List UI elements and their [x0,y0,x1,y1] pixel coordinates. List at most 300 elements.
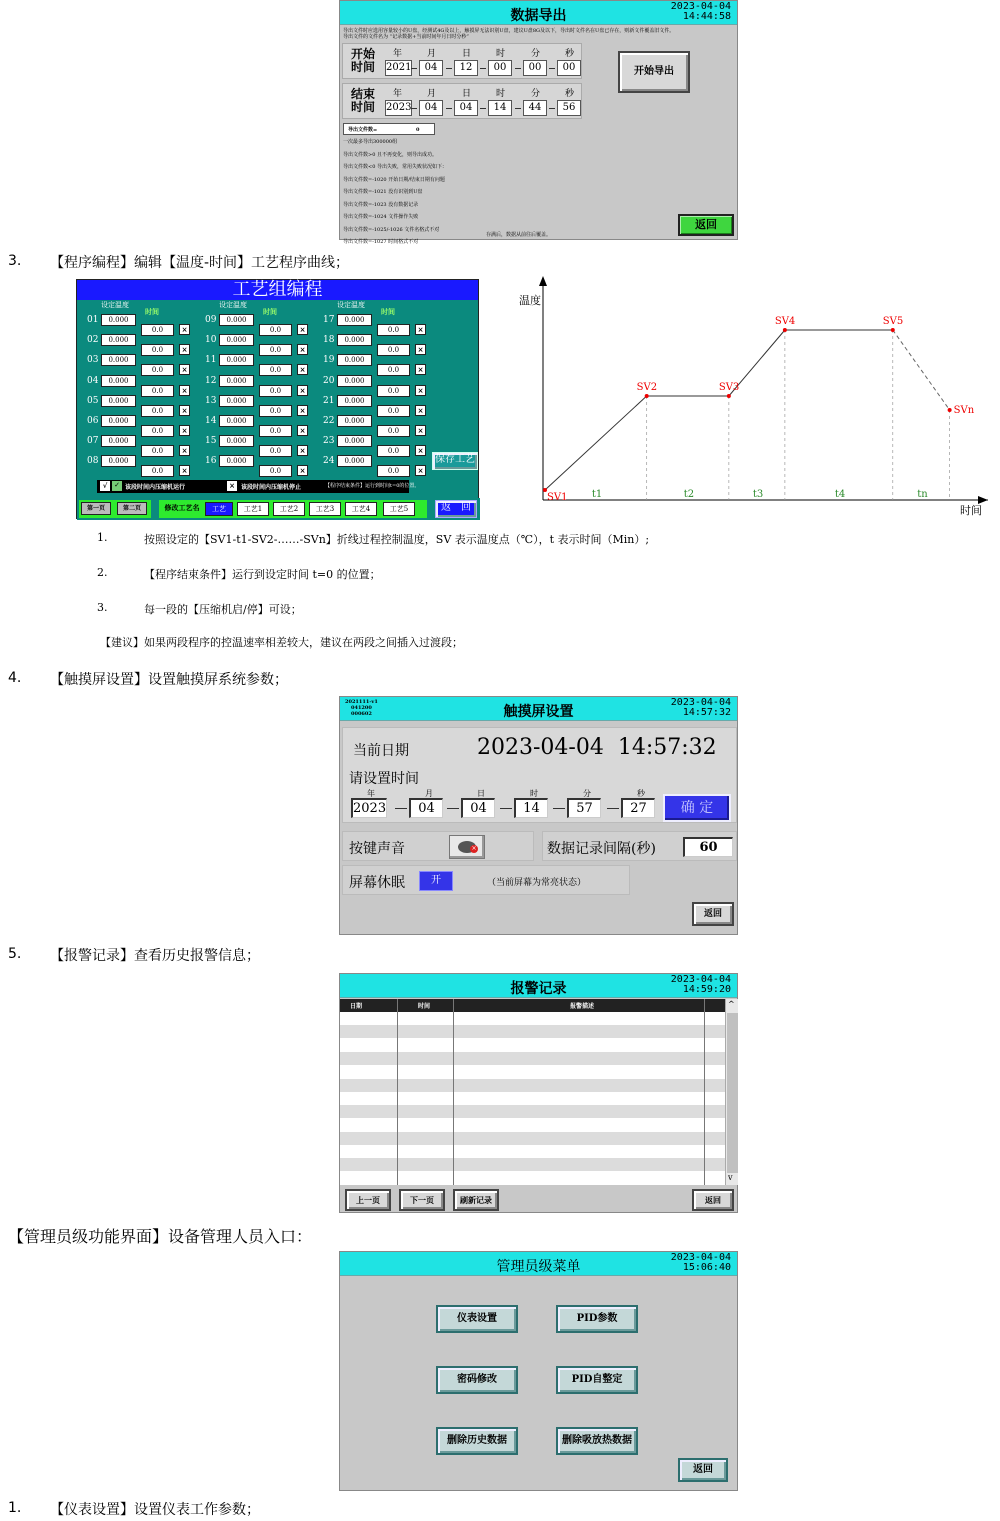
segment-number: 24 [323,456,335,467]
segment-temp-input[interactable]: 0.000 [219,415,254,427]
touch-date: 2023-04-04 [670,697,731,708]
end-time-field[interactable]: 56 [557,100,581,116]
segment-time-input[interactable]: 0.0 [377,364,410,376]
segment-temp-input[interactable]: 0.000 [219,314,254,326]
touch-separator [607,808,619,809]
segment-temp-input[interactable]: 0.000 [101,395,136,407]
touch-header [340,697,737,721]
segment-number: 14 [205,416,217,426]
export-count [343,123,435,135]
note-number: 1. [97,531,108,544]
compressor-toggle[interactable]: × [415,465,426,476]
y-axis-arrow [539,276,547,286]
compressor-toggle[interactable]: × [415,324,426,335]
version-line2: 041200 [351,705,372,711]
export-date: 2023-04-04 [670,1,731,12]
process-back-button[interactable]: 返 回 [435,500,477,518]
compressor-toggle[interactable]: × [415,364,426,375]
segment-time-input[interactable]: 0.0 [259,425,292,437]
segment-temp-input[interactable]: 0.000 [337,354,372,366]
compressor-toggle[interactable]: × [297,425,308,436]
dashed-segment-line [893,330,950,410]
record-interval-panel [542,831,737,861]
admin-header [340,1252,737,1276]
process-program-screen [76,279,479,519]
segment-number: 03 [87,355,99,366]
segment-time-input[interactable]: 0.0 [259,405,292,417]
segment-temp-input[interactable]: 0.000 [219,455,254,467]
segment-time-input[interactable]: 0.0 [377,385,410,397]
admin-datetime [671,1253,731,1273]
y-axis-label: 温度 [519,294,541,307]
sv-point-label: SV4 [774,316,796,327]
segment-number: 01 [87,315,99,325]
segment-number: 02 [87,335,99,346]
segment-line [545,396,647,490]
compressor-toggle[interactable]: × [179,445,190,456]
segment-time-input[interactable]: 0.0 [141,465,174,477]
compressor-toggle[interactable]: × [415,405,426,416]
screen-sleep-status: （当前屏幕为常亮状态） [487,878,587,888]
start-separator [446,68,452,69]
segment-time-input[interactable]: 0.0 [259,385,292,397]
next-page-button[interactable]: 下一页 [399,1189,445,1211]
segment-temp-input[interactable]: 0.000 [101,415,136,427]
screen-sleep-panel [342,865,630,895]
segment-time-input[interactable]: 0.0 [141,324,174,336]
end-time-field[interactable]: 44 [523,100,547,116]
compressor-toggle[interactable]: × [179,465,190,476]
segment-time-input[interactable]: 0.0 [141,364,174,376]
segment-temp-input[interactable]: 0.000 [337,314,372,326]
time-settings-panel [342,727,737,823]
touch-title: 触摸屏设置 [503,704,574,720]
segment-temp-input[interactable]: 0.000 [101,455,136,467]
compressor-toggle[interactable]: × [415,425,426,436]
export-datetime [671,2,731,22]
segment-number: 23 [323,436,335,447]
export-note-line1: 导出文件时应选用容量较小的U盘，经测试4G及以上，触摸屏无法识别U盘，建议U盘8G及以下，导出时文件名在U盘已存在，则新文件覆盖旧文件。 [343,28,675,34]
screen-sleep-label: 屏幕休眠 [349,875,405,891]
start-time-field[interactable]: 04 [419,60,443,76]
admin-heading: 【管理员级功能界面】设备管理人员入口： [8,1227,313,1246]
end-condition-text: 【程序结束条件】运行到时间t=0的位置。 [325,483,420,489]
start-separator [411,68,417,69]
key-sound-label: 按键声音 [349,841,405,857]
modify-process-name-button[interactable]: 修改工艺名 [161,502,203,515]
segment-temp-input[interactable]: 0.000 [337,334,372,346]
compressor-toggle[interactable]: × [415,445,426,456]
segment-temp-input[interactable]: 0.000 [101,354,136,366]
process-tab[interactable]: 工艺4 [345,502,377,516]
admin-menu-button[interactable]: 密码修改 [436,1366,518,1394]
touch-back-button[interactable]: 返回 [692,902,734,926]
alarm-scrollbar[interactable] [725,999,738,1185]
col-temp-header: 设定温度 [337,301,365,309]
x-axis-label: 时间 [960,504,982,517]
compressor-toggle[interactable]: × [179,405,190,416]
second-page-button[interactable]: 第二页 [117,502,147,515]
legend-off-text: 该段时间内压缩机停止 [241,484,302,491]
compressor-toggle[interactable]: × [297,344,308,355]
compressor-toggle[interactable]: × [297,364,308,375]
segment-time-input[interactable]: 0.0 [377,445,410,457]
segment-time-label: t4 [834,489,846,500]
segment-time-input[interactable]: 0.0 [259,445,292,457]
start-separator [480,68,486,69]
compressor-toggle[interactable]: × [415,385,426,396]
segment-temp-input[interactable]: 0.000 [219,375,254,387]
alarm-table [340,999,725,1185]
end-separator [411,108,417,109]
compressor-toggle[interactable]: × [297,385,308,396]
process-tab[interactable]: 工艺5 [383,502,415,516]
start-time-field[interactable]: 00 [488,60,512,76]
segment-number: 07 [87,436,99,447]
segment-temp-input[interactable]: 0.000 [101,314,136,326]
compressor-toggle[interactable]: × [415,344,426,355]
start-unit-label: 日 [462,49,472,59]
sv-point-label: SVn [953,405,975,416]
legend-on-icon: ✓ [112,481,122,491]
export-info-line: 导出文件数>0 且不再变化，则导出成功。 [343,151,437,158]
alarm-title: 报警记录 [510,981,567,997]
export-header [340,1,737,25]
segment-temp-input[interactable]: 0.000 [101,375,136,387]
segment-temp-input[interactable]: 0.000 [337,375,372,387]
start-time-field[interactable]: 2021 [385,60,412,76]
export-info-line: 一次最多导出300000组 [343,139,398,145]
touch-time: 14:57:32 [682,707,731,718]
segment-number: 08 [87,456,99,467]
export-back-button[interactable]: 返回 [678,214,734,236]
note-text: 【程序结束条件】运行到设定时间 t=0 的位置； [144,568,381,581]
col-time-header: 时间 [381,307,395,316]
x-axis-arrow [978,496,988,504]
start-unit-label: 月 [427,49,437,59]
segment-number: 19 [323,355,335,366]
scroll-down-icon[interactable]: v [728,1173,733,1182]
segment-time-label: t2 [683,489,695,500]
segment-time-input[interactable]: 0.0 [377,465,410,477]
start-time-label: 开始 时间 [351,47,376,74]
mute-icon: × [471,845,477,852]
segment-temp-input[interactable]: 0.000 [101,435,136,447]
compressor-toggle[interactable]: × [297,445,308,456]
segment-number: 12 [205,375,217,386]
segment-temp-input[interactable]: 0.000 [219,435,254,447]
segment-time-input[interactable]: 0.0 [259,344,292,356]
version-line3: 000602 [351,711,372,717]
col-time-header: 时间 [145,307,159,316]
admin-menu-button[interactable]: PID参数 [556,1305,638,1333]
temperature-time-chart [505,270,1000,522]
touch-time-field[interactable]: 2023 [351,798,387,818]
set-time-label: 请设置时间 [349,771,419,787]
section4-number: 4. [8,670,22,686]
sv-point [783,328,787,332]
data-export-screen [339,0,738,245]
segment-time-input[interactable]: 0.0 [259,465,292,477]
record-interval-label: 数据记录间隔(秒) [547,841,656,857]
prev-page-button[interactable]: 上一页 [345,1189,391,1211]
segment-number: 05 [87,395,99,406]
segment-time-input[interactable]: 0.0 [377,425,410,437]
screen-sleep-toggle[interactable]: 开 [419,871,453,891]
col-time: 时间 [418,1003,431,1010]
segment-number: 18 [323,335,335,346]
segment-number: 10 [205,335,217,346]
segment-number: 11 [205,355,217,366]
segment-number: 13 [205,395,217,406]
section4-heading: 【触摸屏设置】设置触摸屏系统参数； [50,672,288,688]
last-section-heading: 【仪表设置】设置仪表工作参数； [50,1502,260,1518]
end-time-label: 结束 时间 [351,87,376,114]
process-bottom-bar [77,498,480,520]
end-time-field[interactable]: 04 [419,100,443,116]
col-description: 报警描述 [570,1003,595,1010]
first-page-button[interactable]: 第一页 [81,502,111,515]
current-datetime-display: 2023-04-04 14:57:32 [477,735,717,760]
scroll-thumb[interactable] [727,1013,738,1173]
export-info-line: 导出文件数=-1020 开始日期/结束日期有问题 [343,176,445,183]
touch-separator [500,808,512,809]
segment-temp-input[interactable]: 0.000 [219,334,254,346]
export-info-line: 导出文件数=-1021 没有识别到U盘 [343,189,423,195]
segment-time-input[interactable]: 0.0 [259,324,292,336]
process-tab[interactable]: 工艺3 [309,502,341,516]
suggestion-text: 【建议】如果两段程序的控温速率相差较大，建议在两段之间插入过渡段； [100,636,463,649]
sv-point-label: SV2 [636,382,658,393]
confirm-button[interactable]: 确 定 [663,794,731,822]
sv-point [891,328,895,332]
touch-separator [447,808,459,809]
current-date-label: 当前日期 [353,743,409,759]
process-tab[interactable]: 工艺1 [237,502,269,516]
process-tab[interactable]: 工艺 [205,502,233,516]
col-temp-header: 设定温度 [219,301,247,309]
section3-heading: 【程序编程】编辑【温度-时间】工艺程序曲线； [50,255,350,271]
end-unit-label: 时 [496,89,506,99]
alarm-header [340,974,737,998]
start-export-button[interactable]: 开始导出 [618,51,690,93]
segment-time-label: tn [917,489,928,500]
sv-point [727,394,731,398]
end-unit-label: 月 [427,89,437,99]
start-unit-label: 分 [531,49,541,59]
legend-on-text: 该段时间内压缩机运行 [125,484,186,491]
record-interval-input[interactable]: 60 [683,837,733,857]
end-unit-label: 分 [531,89,541,99]
segment-number: 15 [205,436,217,447]
admin-menu-button[interactable]: 仪表设置 [436,1305,518,1333]
export-bottom-note: 存满后，数据从前往后覆盖。 [486,232,552,238]
segment-time-input[interactable]: 0.0 [377,405,410,417]
export-info-line: 导出文件数=-1023 没有数据记录 [343,201,419,208]
compressor-toggle[interactable]: × [179,344,190,355]
start-time-field[interactable]: 00 [523,60,547,76]
compressor-toggle[interactable]: × [179,385,190,396]
touch-unit-label: 秒 [637,789,645,798]
sv-point-label: SV5 [882,316,904,327]
note-number: 2. [97,566,108,579]
compressor-toggle[interactable]: × [179,324,190,335]
segment-time-input[interactable]: 0.0 [141,425,174,437]
col-date: 日期 [350,1003,363,1010]
save-process-button[interactable]: 保存工艺 [432,452,478,470]
admin-menu-button[interactable]: 删除历史数据 [436,1427,518,1455]
end-unit-label: 日 [462,89,472,99]
segment-number: 09 [205,315,217,325]
export-info-line: 导出文件数=-1024 文件操作失败 [343,214,419,220]
end-separator [446,108,452,109]
note-text: 按照设定的【SV1-t1-SV2-……-SVn】折线过程控制温度，SV 表示温度点（℃），t 表示时间（Min）; [144,533,650,546]
segment-temp-input[interactable]: 0.000 [337,455,372,467]
segment-temp-input[interactable]: 0.000 [337,415,372,427]
end-separator [515,108,521,109]
touch-unit-label: 分 [583,789,591,798]
segment-temp-input[interactable]: 0.000 [337,395,372,407]
col-time-header: 时间 [263,307,277,316]
section5-heading: 【报警记录】查看历史报警信息； [50,948,260,964]
segment-temp-input[interactable]: 0.000 [101,334,136,346]
export-info-line: 导出文件数<0 导出失败，常用失败状况如下： [343,164,447,170]
export-count-label: 导出文件数= [348,127,378,133]
note-number: 3. [97,601,108,614]
end-time-field[interactable]: 14 [488,100,512,116]
touch-time-field[interactable]: 57 [567,798,601,818]
start-unit-label: 年 [393,49,403,59]
sv-point-label: SV1 [547,492,568,503]
admin-date: 2023-04-04 [670,1252,731,1263]
admin-time: 15:06:40 [682,1262,731,1273]
key-sound-panel [342,831,534,861]
sv-point-label: SV3 [718,382,740,393]
segment-number: 20 [323,375,335,386]
start-time-field[interactable]: 12 [454,60,478,76]
section3-number: 3. [8,253,22,269]
segment-temp-input[interactable]: 0.000 [219,354,254,366]
section5-number: 5. [8,946,22,962]
segment-time-input[interactable]: 0.0 [377,344,410,356]
alarm-record-screen [339,973,738,1213]
start-time-field[interactable]: 00 [557,60,581,76]
segment-time-label: t1 [591,489,603,500]
segment-number: 17 [323,315,335,325]
start-unit-label: 时 [496,49,506,59]
segment-time-input[interactable]: 0.0 [141,344,174,356]
touch-time-field[interactable]: 27 [621,798,655,818]
compressor-legend [97,480,420,493]
col-divider-2 [453,999,454,1185]
note-text: 每一段的【压缩机启/停】可设； [144,603,302,616]
key-sound-toggle[interactable] [449,835,485,859]
touch-unit-label: 月 [425,789,433,798]
touch-datetime [671,698,731,718]
version-line1: 2021111-v1 [345,699,378,705]
touch-unit-label: 日 [477,789,485,798]
touch-time-field[interactable]: 04 [409,798,443,818]
start-separator [515,68,521,69]
admin-menu-screen [339,1251,738,1491]
segment-number: 21 [323,395,335,406]
segment-temp-input[interactable]: 0.000 [337,435,372,447]
export-info-line: 导出文件数=-1027 时间格式不对 [343,239,419,245]
touch-time-field[interactable]: 14 [514,798,548,818]
admin-menu-button[interactable]: 删除吸放热数据 [556,1427,638,1455]
segment-number: 16 [205,456,217,467]
segment-time-label: t3 [752,489,764,500]
export-title: 数据导出 [510,8,567,24]
col-temp-header: 设定温度 [101,301,129,309]
legend-off-checkbox: × [227,481,237,491]
end-time-field[interactable]: 2023 [385,100,412,116]
segment-time-input[interactable]: 0.0 [377,324,410,336]
end-separator [480,108,486,109]
start-unit-label: 秒 [565,49,575,59]
export-time: 14:44:58 [682,11,731,22]
compressor-toggle[interactable]: × [297,324,308,335]
refresh-records-button[interactable]: 刷新记录 [453,1189,499,1211]
segment-time-input[interactable]: 0.0 [141,445,174,457]
touch-unit-label: 时 [530,789,538,798]
touch-time-field[interactable]: 04 [461,798,495,818]
segment-time-input[interactable]: 0.0 [141,385,174,397]
alarm-datetime [671,975,731,995]
segment-time-input[interactable]: 0.0 [141,405,174,417]
compressor-toggle[interactable]: × [179,425,190,436]
start-separator [549,68,555,69]
compressor-toggle[interactable]: × [179,364,190,375]
scroll-up-icon[interactable]: ^ [728,1000,735,1009]
process-title: 工艺组编程 [77,280,478,300]
end-time-panel [342,83,582,119]
admin-title: 管理员级菜单 [496,1259,581,1275]
start-time-panel [342,43,582,79]
end-time-field[interactable]: 04 [454,100,478,116]
touch-settings-screen [339,696,738,935]
segment-number: 06 [87,416,99,426]
segment-time-input[interactable]: 0.0 [259,364,292,376]
col-divider-3 [704,999,705,1185]
sv-point [645,394,649,398]
export-note-line2: 导出文件的文件名为 “记录数据+当前时间年月日时分秒” [343,34,469,40]
segment-number: 22 [323,416,335,426]
compressor-toggle[interactable]: × [297,465,308,476]
end-unit-label: 年 [393,89,403,99]
end-separator [549,108,555,109]
end-unit-label: 秒 [565,89,575,99]
export-count-value: 0 [416,127,420,133]
legend-on-checkbox: √ [100,481,110,491]
compressor-toggle[interactable]: × [297,405,308,416]
export-info-line: 导出文件数=-1025/-1026 文件名格式不对 [343,226,440,233]
process-tab[interactable]: 工艺2 [273,502,305,516]
col-divider-1 [397,999,398,1185]
touch-separator [553,808,565,809]
touch-separator [395,808,407,809]
alarm-back-button[interactable]: 返回 [692,1189,734,1211]
admin-back-button[interactable]: 返回 [678,1458,728,1482]
sv-point [948,408,952,412]
segment-number: 04 [87,375,99,386]
admin-menu-button[interactable]: PID自整定 [556,1366,638,1394]
touch-unit-label: 年 [367,789,375,798]
alarm-time: 14:59:20 [682,984,731,995]
last-section-number: 1. [8,1500,22,1516]
segment-temp-input[interactable]: 0.000 [219,395,254,407]
alarm-date: 2023-04-04 [670,974,731,985]
